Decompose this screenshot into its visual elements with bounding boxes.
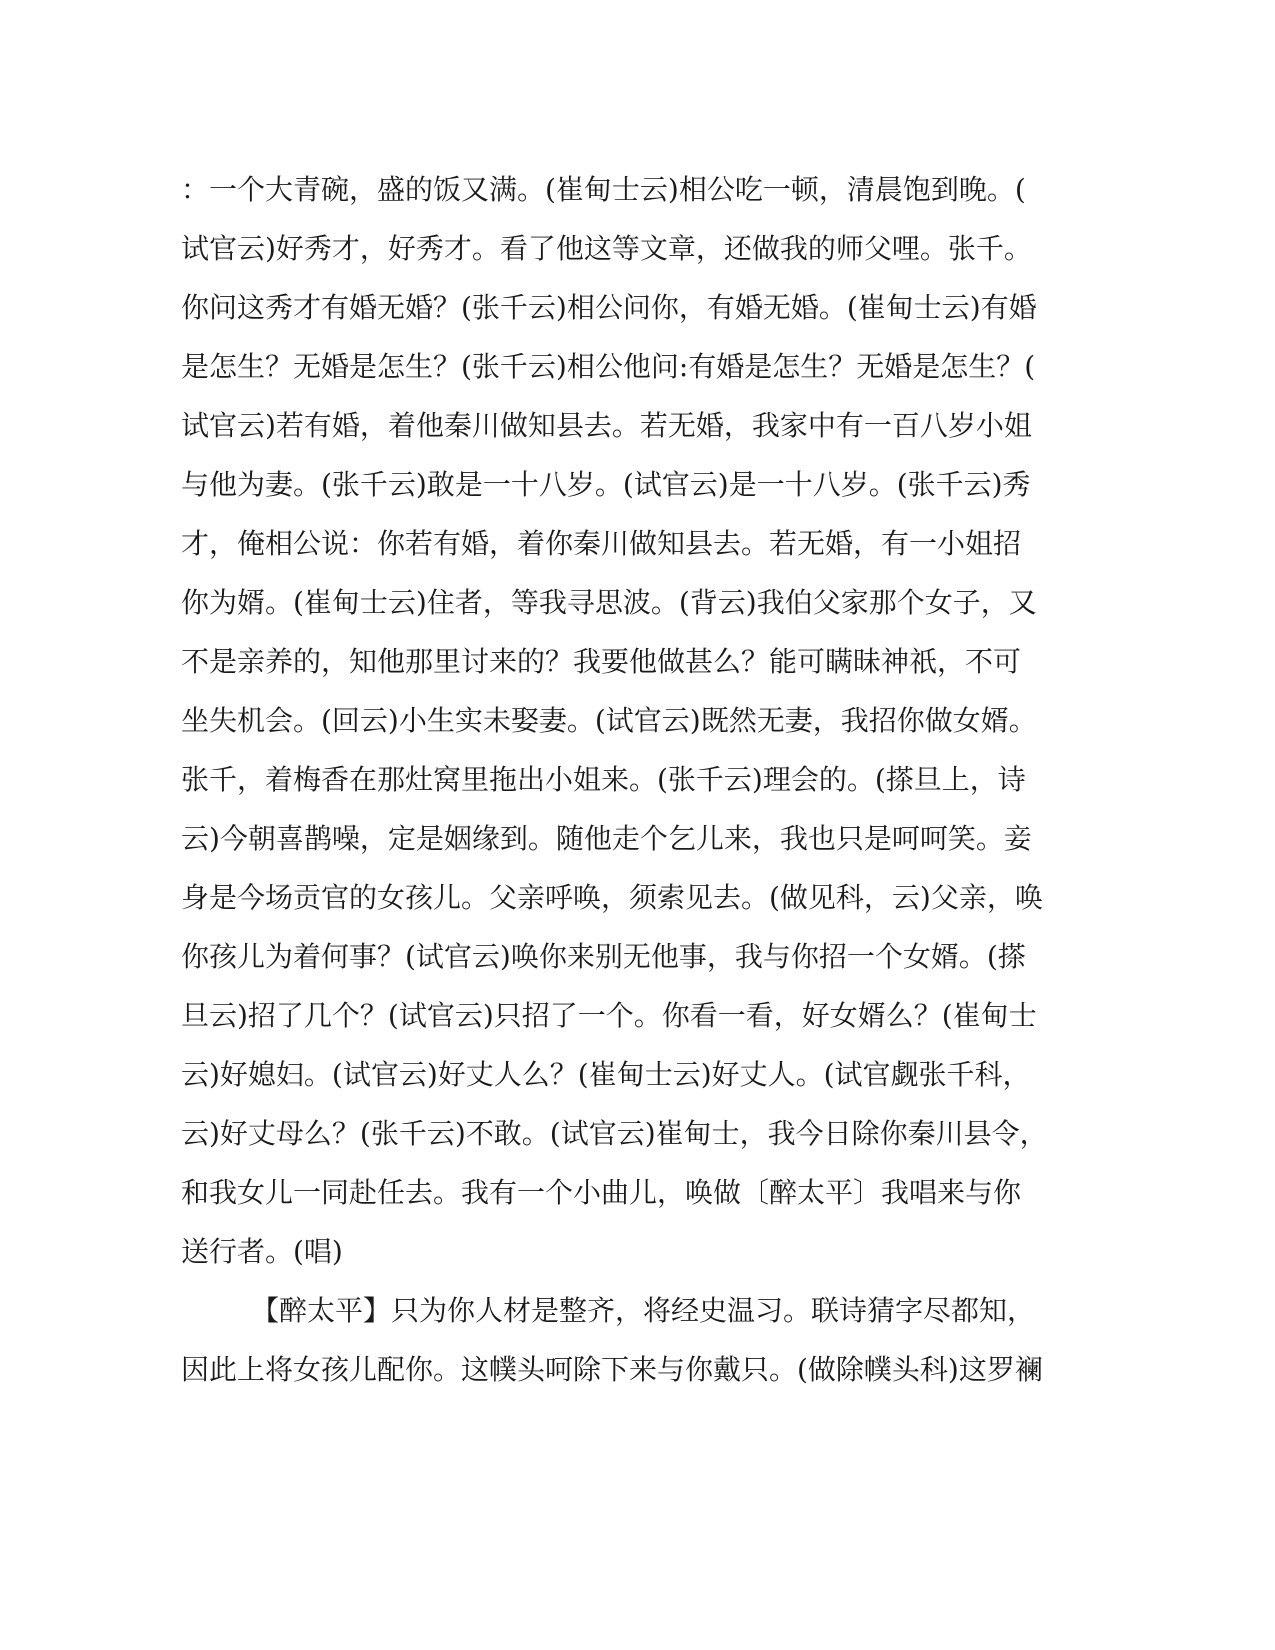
text-line: 【醉太平】只为你人材是整齐，将经史温习。联诗猜字尽都知， bbox=[251, 1294, 1036, 1327]
text-line: 云)好媳妇。(试官云)好丈人么？(崔甸士云)好丈人。(试官觑张千科， bbox=[181, 1058, 1031, 1091]
text-line: 与他为妻。(张千云)敢是一十八岁。(试官云)是一十八岁。(张千云)秀 bbox=[181, 468, 1031, 501]
text-line: 和我女儿一同赴任去。我有一个小曲儿，唤做〔醉太平〕我唱来与你 bbox=[181, 1176, 1022, 1209]
paragraph-2 bbox=[181, 1281, 1061, 1399]
text-line: 你问这秀才有婚无婚？(张千云)相公问你，有婚无婚。(崔甸士云)有婚 bbox=[181, 291, 1037, 324]
text-line: 试官云)若有婚，着他秦川做知县去。若无婚，我家中有一百八岁小姐 bbox=[181, 409, 1032, 442]
text-line: 你为婿。(崔甸士云)住者，等我寻思波。(背云)我伯父家那个女子，又 bbox=[181, 586, 1037, 619]
text-line: 张千，着梅香在那灶窝里拖出小姐来。(张千云)理会的。(搽旦上，诗 bbox=[181, 763, 1026, 796]
text-line: 送行者。(唱) bbox=[181, 1235, 343, 1268]
text-line: 试官云)好秀才，好秀才。看了他这等文章，还做我的师父哩。张千。 bbox=[181, 232, 1032, 265]
text-line: 身是今场贡官的女孩儿。父亲呼唤，须索见去。(做见科，云)父亲，唤 bbox=[181, 881, 1043, 914]
paragraph-1 bbox=[181, 160, 1061, 1281]
text-line: 坐失机会。(回云)小生实未娶妻。(试官云)既然无妻，我招你做女婿。 bbox=[181, 704, 1037, 737]
text-line: 是怎生？无婚是怎生？(张千云)相公他问:有婚是怎生？无婚是怎生？( bbox=[181, 350, 1036, 383]
document-body bbox=[181, 160, 1061, 1399]
text-line: 你孩儿为着何事？(试官云)唤你来别无他事，我与你招一个女婿。(搽 bbox=[181, 940, 1026, 973]
text-line: 旦云)招了几个？(试官云)只招了一个。你看一看，好女婿么？(崔甸士 bbox=[181, 999, 1037, 1032]
text-line: 因此上将女孩儿配你。这幞头呵除下来与你戴只。(做除幞头科)这罗襕 bbox=[181, 1353, 1043, 1386]
text-line: ：一个大青碗，盛的饭又满。(崔甸士云)相公吃一顿，清晨饱到晚。( bbox=[181, 173, 1026, 206]
text-line: 云)好丈母么？(张千云)不敢。(试官云)崔甸士，我今日除你秦川县令， bbox=[181, 1117, 1048, 1150]
text-line: 云)今朝喜鹊噪，定是姻缘到。随他走个乞儿来，我也只是呵呵笑。妾 bbox=[181, 822, 1032, 855]
text-line: 不是亲养的，知他那里讨来的？我要他做甚么？能可瞒昧神祇，不可 bbox=[181, 645, 1022, 678]
text-line: 才，俺相公说：你若有婚，着你秦川做知县去。若无婚，有一小姐招 bbox=[181, 527, 1022, 560]
